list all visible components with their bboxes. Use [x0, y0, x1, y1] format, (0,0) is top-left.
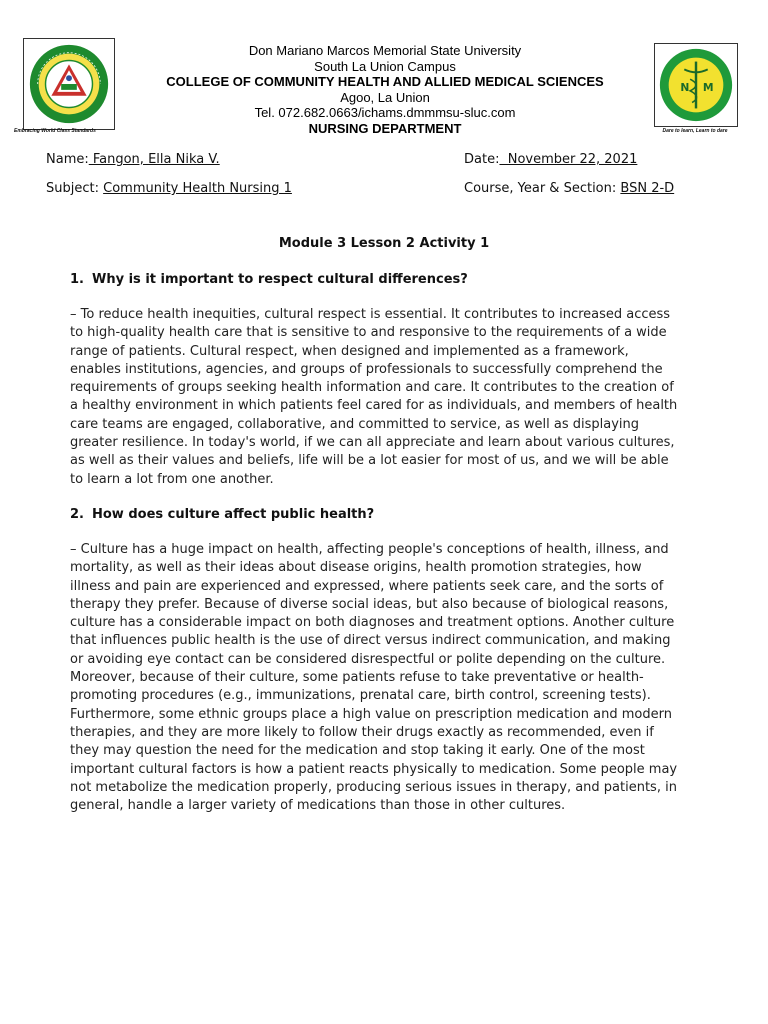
answer-line: mortality, as well as their ideas about disease origins, health promotion strategies, how [70, 560, 642, 576]
answer-line: promoting procedures (e.g., immunizations, prenatal care, birth control, screening tests). [70, 688, 651, 704]
college-name: COLLEGE OF COMMUNITY HEALTH AND ALLIED MEDICAL SCIENCES [166, 74, 604, 89]
answer-2 [70, 541, 750, 815]
caduceus-seal-icon [655, 44, 737, 126]
course-value: BSN 2-D [620, 181, 675, 196]
name-label: Name: [46, 152, 89, 167]
contact-info: Tel. 072.682.0663/ichams.dmmmsu-sluc.com [254, 105, 516, 120]
subject-value: Community Health Nursing 1 [103, 181, 292, 196]
answer-line: – To reduce health inequities, cultural respect is essential. It contributes to increased access [70, 307, 671, 322]
svg-text:N: N [680, 80, 690, 94]
answer-line: to learn a lot from one another. [70, 471, 274, 487]
svg-text:M: M [702, 80, 714, 94]
location: Agoo, La Union [340, 89, 430, 105]
college-logo [654, 43, 738, 127]
answer-1 [70, 306, 750, 489]
answer-line: they may question the need for the medication and stop taking it early. One of the most [70, 743, 645, 759]
course-label: Course, Year & Section: [464, 181, 621, 196]
date-field [464, 152, 637, 167]
answer-line: culture has a considerable impact on both diagnoses and treatment options. Another culture [70, 615, 675, 631]
date-label: Date: [464, 152, 500, 167]
letterhead [120, 43, 650, 136]
course-field [464, 181, 674, 196]
answer-line: Furthermore, some ethnic groups place a high value on prescription medication and modern [70, 706, 672, 722]
answer-line: therapy they prefer. Because of diverse social ideas, but also because of biological reasons, [70, 596, 669, 612]
answer-line: as well as their values and beliefs, life will be a lot easier for most of us, and we will be able [70, 453, 669, 469]
answer-line: care teams are engaged, collaborative, and committed to service, as well as displaying [70, 416, 639, 432]
question-number: 1. [70, 272, 84, 287]
campus-name: South La Union Campus [314, 58, 456, 74]
answer-line: general, handle a larger variety of medications than those in other cultures. [70, 798, 566, 814]
answer-line: to high-quality health care that is sensitive to and responsive to the requirements of a wide [70, 325, 667, 341]
name-value: Fangon, Ella Nika V. [88, 152, 220, 167]
question-text: Why is it important to respect cultural differences? [92, 272, 468, 287]
name-field [46, 152, 220, 167]
answer-line: requirements of groups seeking health information and care. It contributes to the creation of [70, 380, 674, 396]
answer-line: enables institutions, agencies, and groups of professionals to successfully comprehend the [70, 361, 663, 377]
university-name: Don Mariano Marcos Memorial State University [248, 43, 522, 58]
answer-line: greater resilience. In today's world, if we can all appreciate and learn about various cultures, [70, 435, 675, 451]
question-number: 2. [70, 507, 84, 522]
answer-line: range of patients. Cultural respect, when designed and implemented as a framework, [70, 343, 629, 359]
activity-title: Module 3 Lesson 2 Activity 1 [278, 236, 490, 251]
answer-line: illness and pain are experienced and expressed, where patients seek care, and the sorts of [70, 578, 664, 594]
date-value: November 22, 2021 [499, 152, 638, 167]
answer-line: therapies, and they are more likely to follow their drugs exactly as recommended, even if [70, 724, 654, 740]
answer-line: a healthy environment in which patients feel cared for as individuals, and members of health [70, 398, 678, 414]
answer-line: important cultural factors is how a patient reacts physically to medication. Some people may [70, 761, 678, 777]
answer-line: or avoiding eye contact can be considered disrespectful or polite depending on the culture. [70, 651, 666, 667]
answer-line: – Culture has a huge impact on health, affecting people's conceptions of health, illness, and [70, 542, 669, 557]
subject-label: Subject: [46, 181, 104, 196]
answer-line: Moreover, because of their culture, some patients refuse to take preventative or health- [70, 670, 644, 686]
motto-left: Embracing World Class Standards [14, 128, 96, 134]
answer-line: that influences public health is the use of direct versus indirect communication, and making [70, 633, 671, 649]
question-text: How does culture affect public health? [92, 507, 375, 522]
subject-field [46, 181, 292, 196]
university-logo [23, 38, 115, 130]
question-2 [70, 507, 374, 522]
answer-line: not metabolize the medication properly, producing serious issues in therapy, and patients, in [70, 779, 677, 795]
university-seal-icon [24, 39, 114, 129]
motto-right: Dare to learn, Learn to dare [662, 128, 728, 134]
question-1 [70, 272, 468, 287]
department-name: NURSING DEPARTMENT [308, 120, 462, 136]
